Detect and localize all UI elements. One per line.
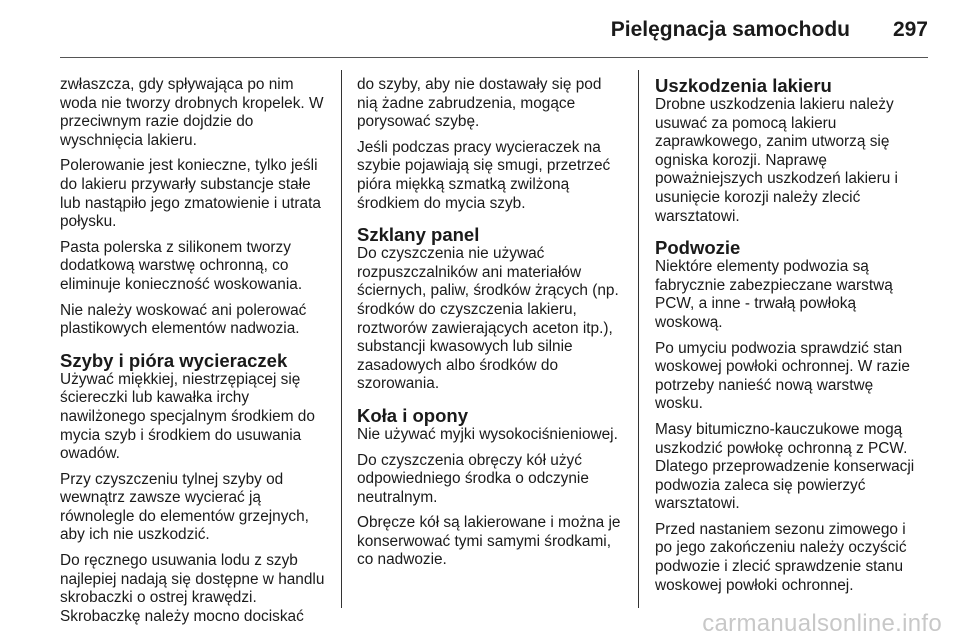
paragraph: Nie należy woskować ani polerować plastikowych elementów nadwozia.	[60, 301, 307, 338]
paragraph: Po umyciu podwozia sprawdzić stan woskowej powłoki ochronnej. W razie potrzeby nanieść nową warstwę wosku.	[655, 339, 910, 413]
paragraph: Masy bitumiczno-kauczukowe mogą uszkodzić powłokę ochronną z PCW. Dlatego przeprowadzenie konserwacji podwozia zaleca się powierzyć warsztatowi.	[655, 420, 915, 513]
paragraph: Obręcze kół są lakierowane i można je konserwować tymi samymi środkami, co nadwozie.	[357, 514, 621, 569]
paragraph: Do czyszczenia obręczy kół użyć odpowiedniego środka o odczynie neutralnym.	[357, 451, 589, 506]
paragraph: Nie używać myjki wysokociśnieniowej.	[357, 425, 618, 443]
paragraph: Do ręcznego usuwania lodu z szyb najlepiej nadają się dostępne w handlu skrobaczki o ostrej krawędzi. Skrobaczkę należy mocno dociskać	[60, 552, 325, 625]
paragraph: do szyby, aby nie dostawały się pod nią żadne zabrudzenia, mogące porysować szybę.	[357, 76, 602, 131]
paragraph: Niektóre elementy podwozia są fabrycznie zabezpieczane warstwą PCW, a inne - trwałą powłoką woskową.	[655, 258, 893, 331]
page-title: Pielęgnacja samochodu	[610, 18, 850, 41]
paragraph: Przy czyszczeniu tylnej szyby od wewnątrz zawsze wycierać ją równolegle do elementów grzejnych, aby ich nie uszkodzić.	[60, 470, 309, 544]
watermark: carmanualsonline.info	[702, 610, 942, 637]
text-column-left	[60, 76, 328, 633]
paragraph: Pasta polerska z silikonem tworzy dodatkową warstwę ochronną, co eliminuje konieczność woskowania.	[60, 238, 303, 293]
paragraph: zwłaszcza, gdy spływająca po nim woda nie tworzy drobnych kropelek. W przeciwnym razie dojdzie do wyschnięcia lakieru.	[60, 76, 324, 149]
section-heading-wipers: Szyby i pióra wycieraczek	[60, 349, 288, 371]
paragraph: Używać miękkiej, niestrzępiącej się ściereczki lub kawałka irchy nawilżonego specjalnym środkiem do mycia szyb i środkiem do usuwania owadów.	[60, 370, 315, 463]
paragraph: Jeśli podczas pracy wycieraczek na szybie pojawiają się smugi, przetrzeć pióra miękką szmatką zwilżoną środkiem do mycia szyb.	[357, 138, 611, 212]
section-heading-paint-damage: Uszkodzenia lakieru	[655, 75, 832, 96]
column-divider	[341, 70, 342, 608]
column-divider	[638, 70, 639, 608]
section-heading-wheels: Koła i opony	[357, 404, 468, 426]
paragraph: Do czyszczenia nie używać rozpuszczalników ani materiałów ściernych, paliw, środków żrących (np. środków do czyszczenia lakieru, roztworów zawierających aceton itp.), substancji kwasowych lub silnie zasadowych albo środków do szorowania.	[357, 245, 619, 393]
paragraph: Przed nastaniem sezonu zimowego i po jego zakończeniu należy oczyścić podwozie i zlecić sprawdzenie stanu woskowej powłoki ochronnej.	[655, 520, 907, 594]
header-divider	[60, 57, 928, 58]
paragraph: Drobne uszkodzenia lakieru należy usuwać za pomocą lakieru zaprawkowego, zanim utworzą się ogniska korozji. Naprawę poważniejszych uszkodzeń lakieru i usunięcie korozji należy zlecić warsztatowi.	[655, 96, 898, 225]
text-column-middle	[357, 76, 625, 577]
section-heading-underbody: Podwozie	[655, 237, 741, 259]
section-heading-glass-panel: Szklany panel	[357, 224, 480, 246]
text-column-right	[655, 76, 923, 602]
page-number: 297	[892, 18, 928, 41]
paragraph: Polerowanie jest konieczne, tylko jeśli do lakieru przywarły substancje stałe lub nastąpiło jego zmatowienie i utrata połysku.	[60, 157, 321, 231]
